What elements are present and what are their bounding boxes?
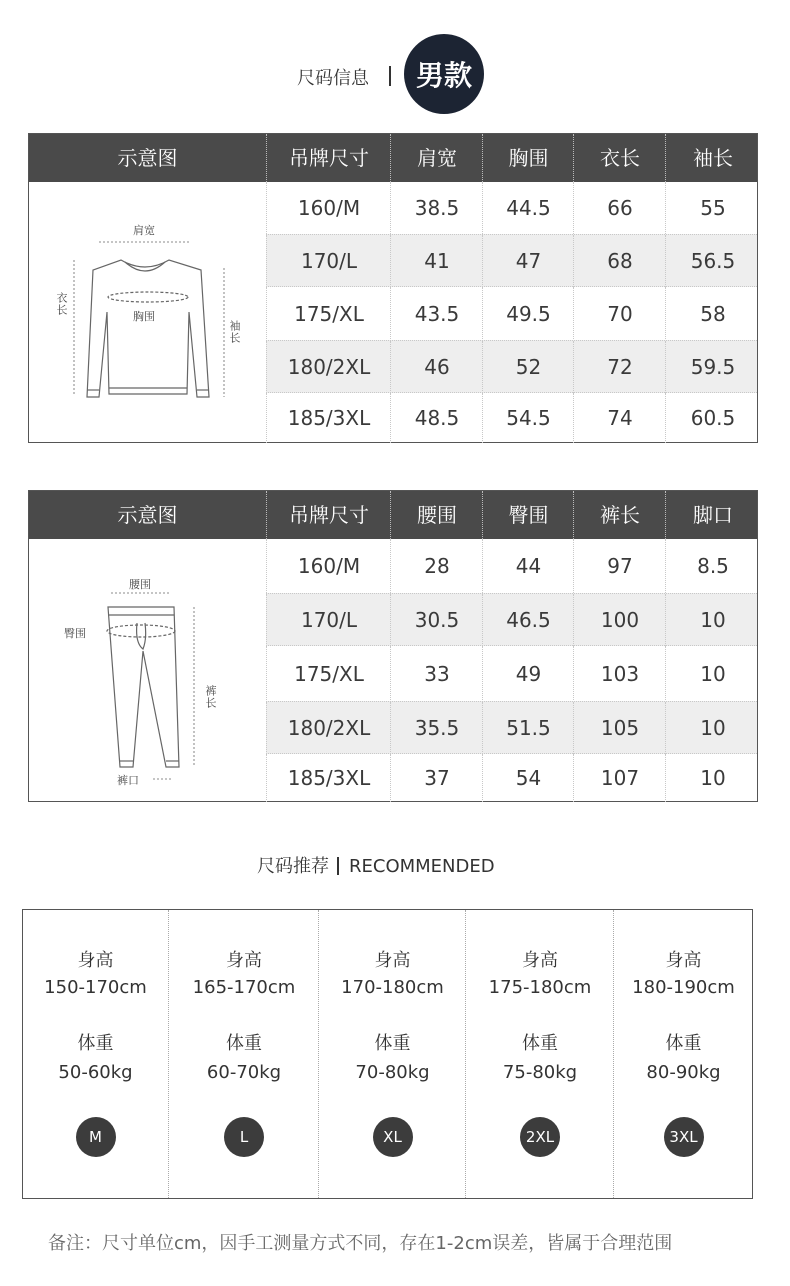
cell-hip: 51.5 — [482, 702, 574, 754]
header-waist: 腰围 — [390, 491, 483, 539]
diagram-chest-label: 胸围 — [133, 310, 155, 323]
header-length: 衣长 — [573, 134, 666, 182]
cell-tag-size: 170/L — [266, 235, 391, 287]
diagram-hip-label: 臀围 — [64, 627, 86, 640]
weight-range: 75-80kg — [502, 1062, 578, 1083]
weight-range: 80-90kg — [646, 1062, 721, 1083]
size-badge: M — [76, 1117, 116, 1157]
recommend-card-l — [168, 910, 319, 1198]
header-diagram: 示意图 — [117, 503, 178, 527]
diagram-pants-length-label: 裤长 — [204, 685, 217, 709]
cell-tag-size: 180/2XL — [266, 341, 391, 393]
cell-tag-size: 175/XL — [266, 287, 391, 341]
top-table-header — [29, 134, 757, 182]
cell-hem: 10 — [665, 702, 760, 754]
recommend-card-xl — [318, 910, 466, 1198]
bottom-size-table — [28, 490, 758, 802]
header-hem: 脚口 — [665, 491, 760, 539]
cell-length: 74 — [573, 393, 666, 443]
cell-hip: 46.5 — [482, 594, 574, 646]
cell-sleeve: 56.5 — [665, 235, 760, 287]
height-range: 150-170cm — [44, 977, 147, 998]
cell-shoulder: 38.5 — [390, 182, 483, 234]
header-chest: 胸围 — [482, 134, 574, 182]
table-row — [266, 286, 757, 341]
cell-chest: 47 — [482, 235, 574, 287]
cell-hem: 10 — [665, 594, 760, 646]
height-range: 175-180cm — [488, 977, 592, 998]
height-range: 180-190cm — [632, 977, 735, 998]
recommended-divider — [337, 857, 339, 875]
cell-hem: 10 — [665, 754, 760, 802]
cell-sleeve: 58 — [665, 287, 760, 341]
recommended-title-en: RECOMMENDED — [349, 856, 495, 877]
recommended-title-cn: 尺码推荐 — [257, 856, 329, 877]
size-badge: 2XL — [520, 1117, 560, 1157]
header-shoulder: 肩宽 — [390, 134, 483, 182]
cell-sleeve: 59.5 — [665, 341, 760, 393]
pants-diagram — [29, 539, 266, 801]
weight-label: 体重 — [522, 1033, 558, 1054]
header-tag-size: 吊牌尺寸 — [266, 134, 391, 182]
shirt-diagram — [29, 182, 266, 442]
weight-range: 60-70kg — [206, 1062, 282, 1083]
recommended-box — [22, 909, 753, 1199]
header-hip: 臀围 — [482, 491, 574, 539]
table-row — [266, 645, 757, 702]
cell-hip: 54 — [482, 754, 574, 802]
table-row — [266, 753, 757, 802]
table-row — [266, 593, 757, 646]
recommend-card-3xl — [613, 910, 753, 1198]
cell-tag-size: 185/3XL — [266, 393, 391, 443]
cell-waist: 30.5 — [390, 594, 483, 646]
table-row — [266, 182, 757, 234]
weight-label: 体重 — [226, 1033, 262, 1054]
cell-shoulder: 41 — [390, 235, 483, 287]
header-sleeve: 袖长 — [665, 134, 760, 182]
table-row — [266, 539, 757, 593]
height-range: 170-180cm — [341, 977, 444, 998]
bottom-table-header — [29, 491, 757, 539]
size-info-label: 尺码信息 — [297, 68, 369, 89]
height-range: 165-170cm — [192, 977, 296, 998]
cell-sleeve: 60.5 — [665, 393, 760, 443]
cell-chest: 54.5 — [482, 393, 574, 443]
table-row — [266, 392, 757, 443]
cell-shoulder: 48.5 — [390, 393, 483, 443]
cell-hip: 44 — [482, 539, 574, 593]
weight-range: 50-60kg — [58, 1062, 133, 1083]
recommend-card-2xl — [465, 910, 614, 1198]
weight-label: 体重 — [374, 1033, 411, 1054]
table-row — [266, 340, 757, 393]
diagram-sleeve-label: 袖长 — [228, 320, 241, 344]
cell-waist: 35.5 — [390, 702, 483, 754]
size-badge: L — [224, 1117, 264, 1157]
gender-badge: 男款 — [404, 34, 484, 114]
cell-tag-size: 175/XL — [266, 646, 391, 702]
cell-sleeve: 55 — [665, 182, 760, 234]
cell-pants-length: 100 — [573, 594, 666, 646]
weight-label: 体重 — [665, 1033, 702, 1054]
height-label: 身高 — [77, 950, 114, 971]
cell-tag-size: 160/M — [266, 182, 391, 234]
diagram-hem-label: 裤口 — [117, 774, 139, 787]
cell-pants-length: 97 — [573, 539, 666, 593]
measurement-note: 备注：尺寸单位cm，因手工测量方式不同，存在1-2cm误差，皆属于合理范围 — [48, 1233, 673, 1254]
header-diagram: 示意图 — [117, 146, 178, 170]
recommended-title — [257, 852, 495, 878]
cell-tag-size: 170/L — [266, 594, 391, 646]
cell-length: 72 — [573, 341, 666, 393]
cell-pants-length: 103 — [573, 646, 666, 702]
diagram-length-label: 衣长 — [55, 292, 68, 316]
cell-shoulder: 46 — [390, 341, 483, 393]
weight-range: 70-80kg — [355, 1062, 430, 1083]
cell-pants-length: 107 — [573, 754, 666, 802]
cell-chest: 52 — [482, 341, 574, 393]
cell-chest: 44.5 — [482, 182, 574, 234]
header-tag-size: 吊牌尺寸 — [266, 491, 391, 539]
header-pants-length: 裤长 — [573, 491, 666, 539]
cell-tag-size: 185/3XL — [266, 754, 391, 802]
header-divider — [389, 66, 391, 86]
height-label: 身高 — [665, 950, 702, 971]
cell-hem: 10 — [665, 646, 760, 702]
height-label: 身高 — [522, 950, 558, 971]
cell-waist: 33 — [390, 646, 483, 702]
cell-tag-size: 160/M — [266, 539, 391, 593]
cell-length: 68 — [573, 235, 666, 287]
cell-length: 66 — [573, 182, 666, 234]
cell-pants-length: 105 — [573, 702, 666, 754]
diagram-waist-label: 腰围 — [129, 578, 151, 591]
cell-waist: 37 — [390, 754, 483, 802]
cell-hip: 49 — [482, 646, 574, 702]
table-row — [266, 701, 757, 754]
weight-label: 体重 — [77, 1033, 114, 1054]
cell-tag-size: 180/2XL — [266, 702, 391, 754]
size-badge: 3XL — [664, 1117, 704, 1157]
top-size-table — [28, 133, 758, 443]
height-label: 身高 — [226, 950, 262, 971]
cell-shoulder: 43.5 — [390, 287, 483, 341]
height-label: 身高 — [374, 950, 411, 971]
cell-waist: 28 — [390, 539, 483, 593]
recommend-card-m — [23, 910, 168, 1198]
cell-chest: 49.5 — [482, 287, 574, 341]
size-badge: XL — [373, 1117, 413, 1157]
cell-hem: 8.5 — [665, 539, 760, 593]
diagram-shoulder-label: 肩宽 — [133, 224, 155, 237]
table-row — [266, 234, 757, 287]
cell-length: 70 — [573, 287, 666, 341]
